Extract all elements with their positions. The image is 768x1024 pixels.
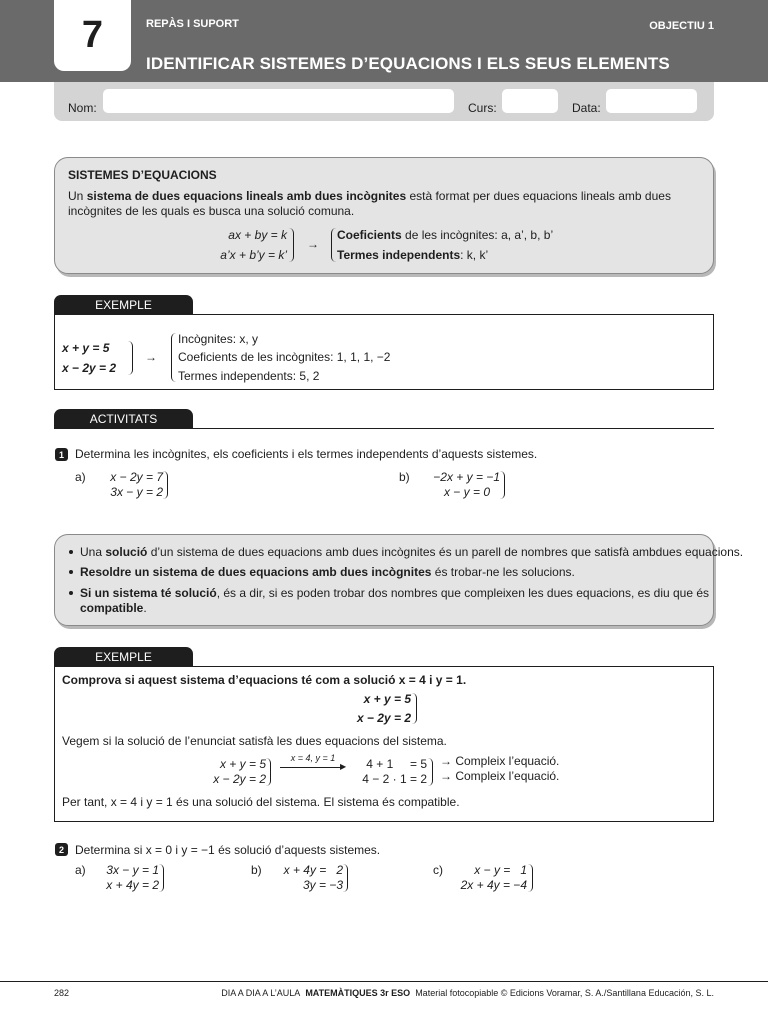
bullet — [69, 591, 73, 595]
activity1-b-eq2: x − y = 0 — [443, 485, 490, 499]
left-brace — [171, 333, 176, 382]
theory2-bullet2: Resoldre un sistema de dues equacions amb dues incògnites és trobar-ne les solucions. — [80, 565, 575, 579]
example2-eq2: x − 2y = 2 — [356, 711, 411, 725]
name-field[interactable] — [103, 89, 454, 113]
activity1-a-label: a) — [75, 470, 86, 484]
right-brace — [289, 228, 294, 262]
example2-eq1: x + y = 5 — [363, 692, 411, 706]
activity2-a-label: a) — [75, 863, 86, 877]
activity2-prompt: Determina si x = 0 i y = −1 és solució d’aquests sistemes. — [75, 843, 381, 857]
example2-conclusion: Per tant, x = 4 i y = 1 és una solució del sistema. El sistema és compatible. — [62, 795, 460, 809]
example1-eq2: x − 2y = 2 — [62, 361, 117, 375]
course-field[interactable] — [502, 89, 558, 113]
activity1-prompt: Determina les incògnites, els coeficients i els termes independents d’aquests sistemes. — [75, 447, 538, 461]
activities-tab: ACTIVITATS — [54, 409, 193, 428]
activity-number: 1 — [55, 448, 68, 461]
arrow-head-icon: ▶ — [340, 762, 347, 771]
objective-label: OBJECTIU 1 — [649, 20, 714, 32]
right-brace — [266, 758, 271, 786]
right-brace — [428, 758, 433, 786]
activity2-b-label: b) — [251, 863, 262, 877]
activity2-a-eq2: x + 4y = 2 — [106, 878, 159, 892]
theory2-bullet3-line2: compatible. — [80, 601, 147, 615]
example2-result1: 4 + 1 = 5 — [366, 757, 427, 771]
activity2-a-eq1: 3x − y = 1 — [106, 863, 159, 877]
right-brace — [343, 864, 348, 892]
footer-credits: DIA A DIA A L’AULA MATEMÀTIQUES 3r ESO Material fotocopiable © Edicions Voramar, S. A./Santillana Educación, S. L. — [221, 988, 714, 998]
unit-number: 7 — [54, 0, 131, 71]
right-brace — [128, 341, 133, 375]
activity2-b-eq2: 3y = −3 — [302, 878, 343, 892]
page-number: 282 — [54, 988, 70, 998]
activity2-b-eq1: x + 4y = 2 — [283, 863, 343, 877]
course-label: Curs: — [468, 101, 497, 115]
theory-paragraph-line1: Un sistema de dues equacions lineals amb dues incògnites està format per dues equacions lineals amb dues — [68, 189, 671, 203]
left-brace — [331, 228, 336, 262]
right-brace — [163, 471, 168, 499]
theory2-bullet1: Una solució d’un sistema de dues equacions amb dues incògnites és un parell de nombres que satisfà ambdues equacions. — [80, 545, 744, 559]
theory-heading: SISTEMES D’EQUACIONS — [68, 168, 217, 182]
activity2-c-eq2: 2x + 4y = −4 — [460, 878, 527, 892]
example2-sys2: x − 2y = 2 — [213, 772, 266, 786]
page-title: IDENTIFICAR SISTEMES D’EQUACIONS I ELS SEUS ELEMENTS — [146, 54, 670, 73]
footer-divider — [0, 981, 768, 982]
date-label: Data: — [572, 101, 601, 115]
substitution-label: x = 4, y = 1 — [290, 753, 336, 763]
bullet — [69, 570, 73, 574]
general-eq2: a’x + b’y = k’ — [220, 248, 287, 262]
coefficients-line: Coeficients de les incògnites: a, a’, b, b’ — [337, 228, 554, 242]
section-label: REPÀS I SUPORT — [146, 18, 239, 30]
arrow: → — [307, 237, 319, 251]
example1-eq1: x + y = 5 — [62, 341, 110, 355]
example2-check2: → Compleix l’equació. — [440, 769, 560, 783]
activity1-b-eq1: −2x + y = −1 — [433, 470, 500, 484]
activity1-a-eq2: 3x − y = 2 — [110, 485, 163, 499]
example2-question: Comprova si aquest sistema d’equacions té com a solució x = 4 i y = 1. — [62, 673, 467, 687]
activity-number: 2 — [55, 843, 68, 856]
example1-coefficients: Coeficients de les incògnites: 1, 1, 1, −2 — [178, 350, 391, 364]
divider — [54, 428, 714, 429]
independent-terms-line: Termes independents: k, k’ — [337, 248, 489, 262]
example-tab: EXEMPLE — [54, 295, 193, 314]
example1-unknowns: Incògnites: x, y — [178, 332, 259, 346]
activity1-a-eq1: x − 2y = 7 — [110, 470, 163, 484]
example2-intro: Vegem si la solució de l’enunciat satisfà les dues equacions del sistema. — [62, 734, 447, 748]
right-brace — [412, 693, 417, 724]
activity2-c-label: c) — [433, 863, 443, 877]
theory2-bullet3-line1: Si un sistema té solució, és a dir, si es poden trobar dos nombres que compleixen les dues equacions, es diu que és — [80, 586, 710, 600]
activity1-b-label: b) — [399, 470, 410, 484]
activity2-c-eq1: x − y = 1 — [474, 863, 527, 877]
example2-result2: 4 − 2 · 1 = 2 — [362, 772, 427, 786]
substitution-arrow-line — [280, 767, 342, 768]
bullet — [69, 550, 73, 554]
name-label: Nom: — [68, 101, 97, 115]
general-eq1: ax + by = k — [228, 228, 287, 242]
example-tab: EXEMPLE — [54, 647, 193, 666]
example2-sys1: x + y = 5 — [219, 757, 266, 771]
arrow: → — [145, 350, 157, 364]
right-brace — [500, 471, 505, 499]
example1-terms: Termes independents: 5, 2 — [178, 369, 320, 383]
example2-check1: → Compleix l’equació. — [440, 754, 560, 768]
right-brace — [159, 864, 164, 892]
right-brace — [528, 864, 533, 892]
date-field[interactable] — [606, 89, 697, 113]
theory-paragraph-line2: incògnites de les quals es busca una solució comuna. — [68, 204, 355, 218]
